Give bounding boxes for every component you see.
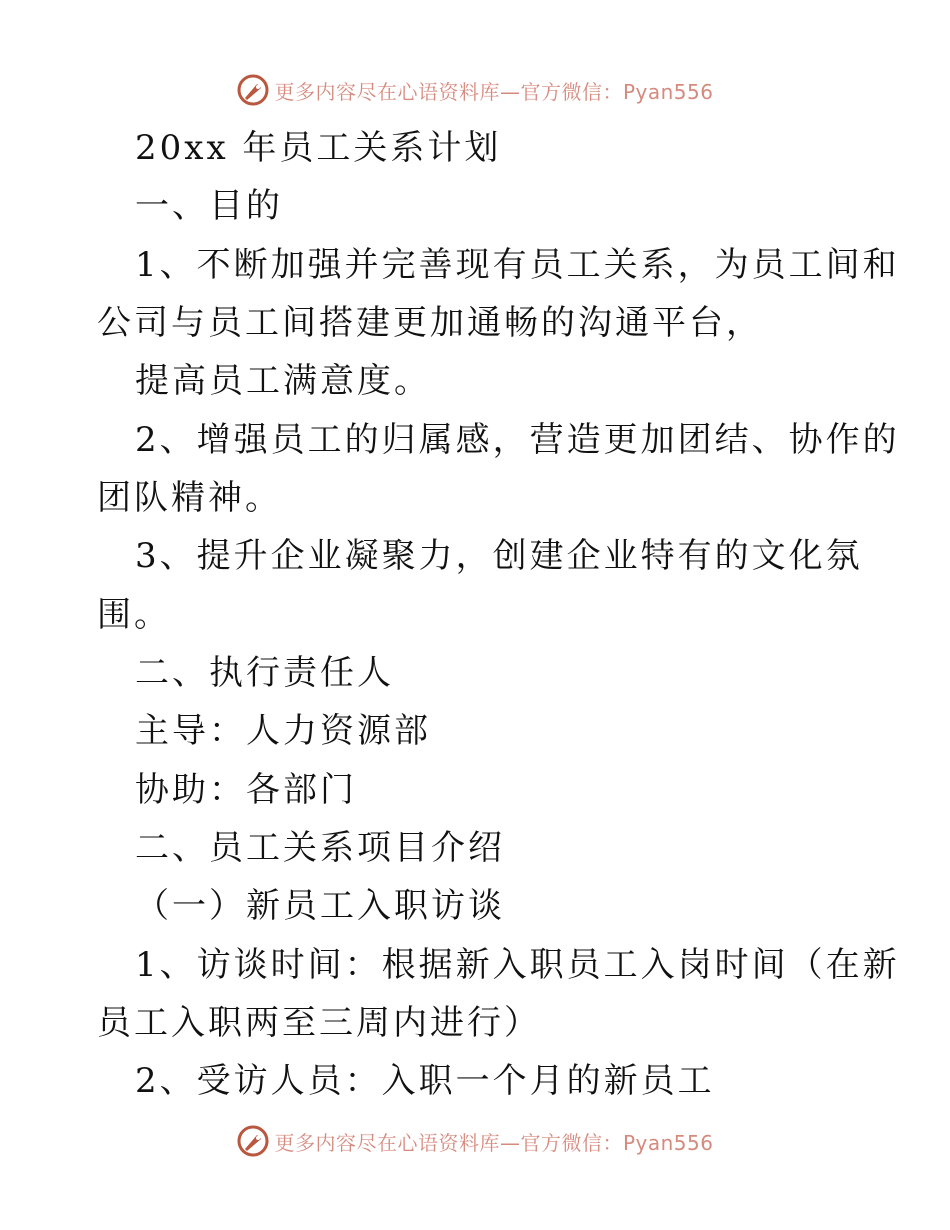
section-heading: 一、目的 xyxy=(135,186,283,226)
subsection-heading: （一）新员工入职访谈 xyxy=(135,886,505,926)
paragraph-line: 3、提升企业凝聚力，创建企业特有的文化氛 xyxy=(135,536,863,576)
paragraph-line: 团队精神。 xyxy=(97,478,282,518)
section-heading: 二、员工关系项目介绍 xyxy=(135,828,505,868)
paragraph-line: 围。 xyxy=(97,595,171,635)
paragraph-line: 员工入职两至三周内进行） xyxy=(97,1003,541,1043)
document-title: 20xx 年员工关系计划 xyxy=(135,128,502,168)
paragraph-line: 2、受访人员：入职一个月的新员工 xyxy=(135,1061,715,1101)
paragraph-line: 1、不断加强并完善现有员工关系，为员工间和 xyxy=(135,245,900,285)
pen-nib-logo-icon xyxy=(236,1124,270,1158)
banner-text: 更多内容尽在心语资料库—官方微信：Pyan556 xyxy=(274,1130,714,1155)
paragraph-line: 协助：各部门 xyxy=(135,770,357,810)
paragraph-line: 1、访谈时间：根据新入职员工入岗时间（在新 xyxy=(135,945,900,985)
header-watermark-banner xyxy=(0,70,950,110)
banner-text: 更多内容尽在心语资料库—官方微信：Pyan556 xyxy=(274,79,714,104)
paragraph-line: 主导：人力资源部 xyxy=(135,711,431,751)
paragraph-line: 提高员工满意度。 xyxy=(135,361,431,401)
pen-nib-logo-icon xyxy=(236,73,270,107)
section-heading: 二、执行责任人 xyxy=(135,653,394,693)
paragraph-line: 公司与员工间搭建更加通畅的沟通平台， xyxy=(97,303,763,343)
paragraph-line: 2、增强员工的归属感，营造更加团结、协作的 xyxy=(135,420,900,460)
footer-watermark-banner xyxy=(0,1121,950,1161)
